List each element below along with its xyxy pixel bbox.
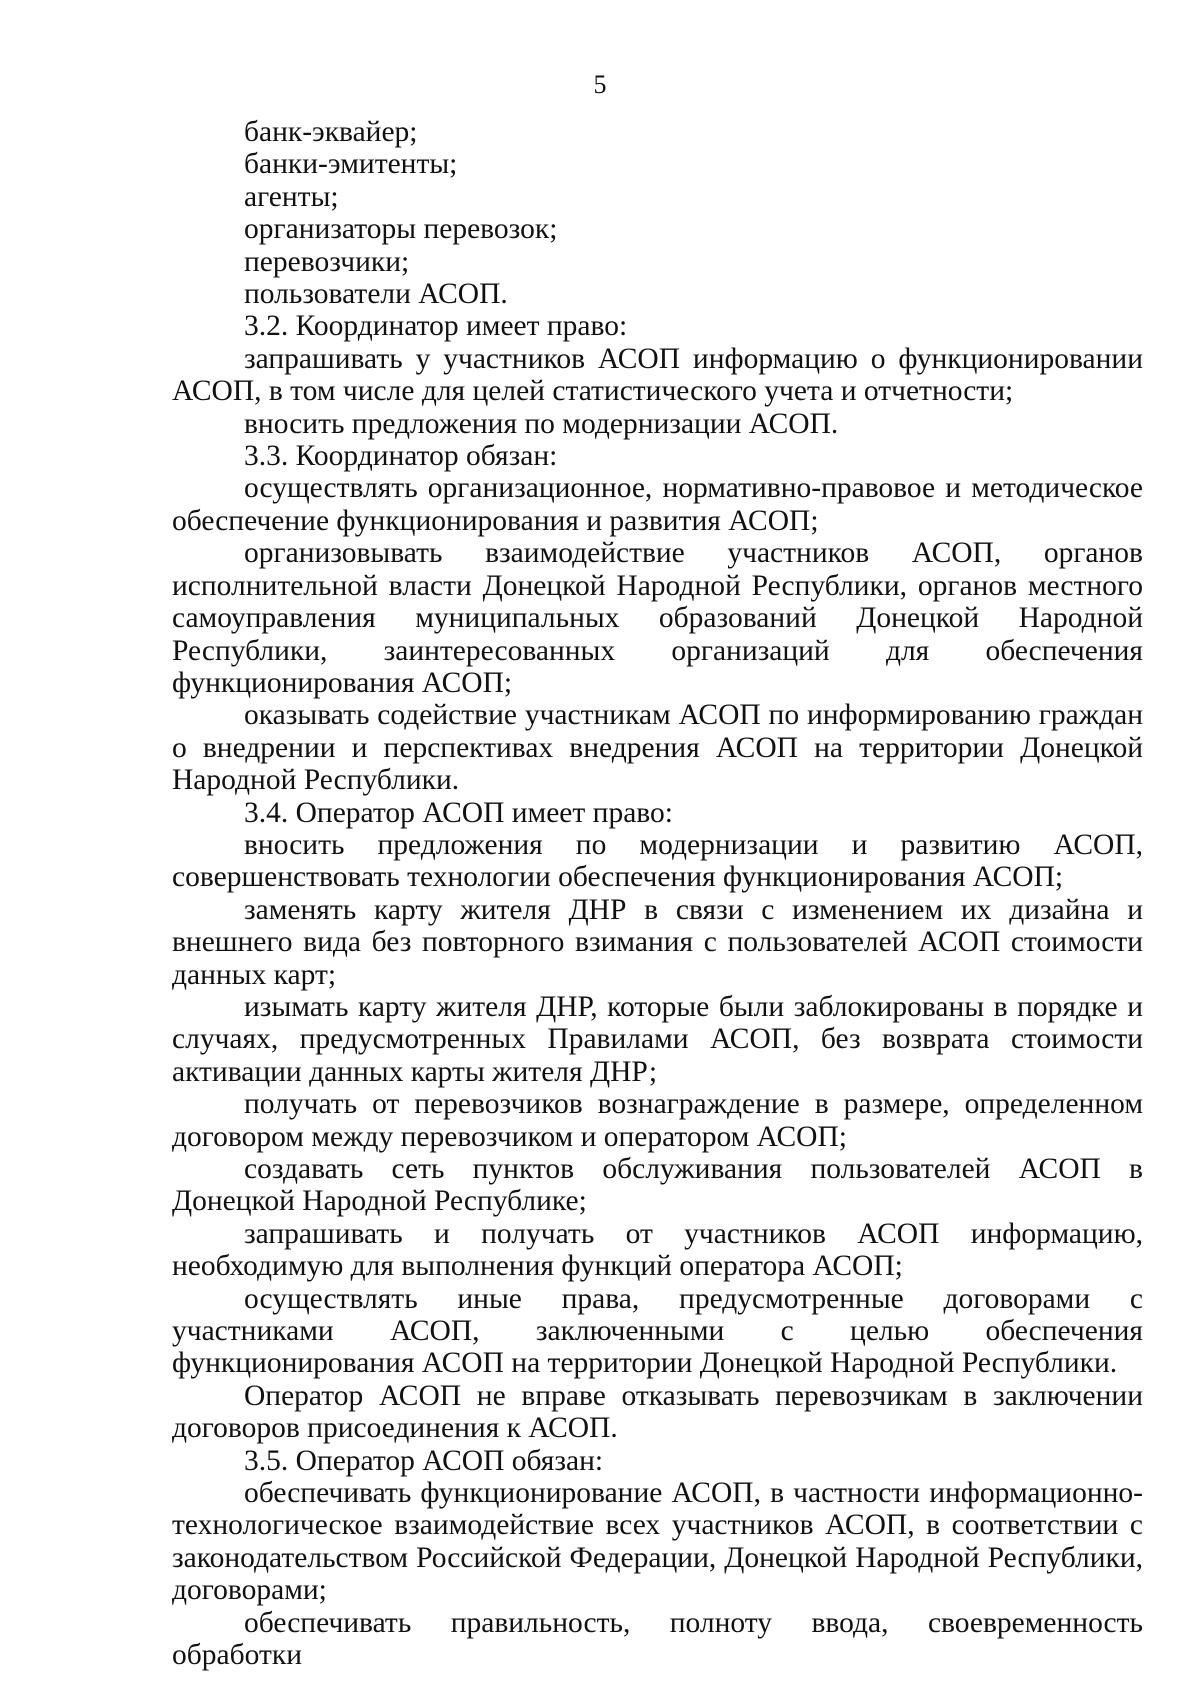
paragraph: организовывать взаимодействие участников АСОП, органов исполнительной власти Донецкой Народной Республики, органов местного самоуправления муниципальных образований Донецкой Народной Республики, заинтересованных организаций для обеспечения функционирования АСОП; [172,537,1143,699]
document-body [172,116,1143,1672]
paragraph: вносить предложения по модернизации и развитию АСОП, совершенствовать технологии обеспечения функционирования АСОП; [172,828,1143,894]
paragraph: изымать карту жителя ДНР, которые были заблокированы в порядке и случаях, предусмотренных Правилами АСОП, без возврата стоимости активации данных карты жителя ДНР; [172,990,1143,1088]
section-heading: 3.2. Координатор имеет право: [244,310,628,343]
list-item: пользователи АСОП. [244,278,508,311]
paragraph: запрашивать и получать от участников АСОП информацию, необходимую для выполнения функций оператора АСОП; [172,1217,1143,1283]
paragraph: Оператор АСОП не вправе отказывать перевозчикам в заключении договоров присоединения к АСОП. [172,1379,1143,1445]
list-item: организаторы перевозок; [244,213,558,246]
paragraph: обеспечивать функционирование АСОП, в частности информационно-технологическое взаимодействие всех участников АСОП, в соответствии с законодательством Российской Федерации, Донецкой Народной Республики, договорами; [172,1477,1143,1607]
paragraph: заменять карту жителя ДНР в связи с изменением их дизайна и внешнего вида без повторного взимания с пользователей АСОП стоимости данных карт; [172,893,1143,991]
section-heading: 3.3. Координатор обязан: [244,440,558,473]
section-heading: 3.5. Оператор АСОП обязан: [244,1444,604,1477]
list-item: перевозчики; [244,245,410,278]
section-heading: 3.4. Оператор АСОП имеет право: [244,796,673,829]
paragraph: запрашивать у участников АСОП информацию о функционировании АСОП, в том числе для целей статистического учета и отчетности; [172,342,1143,408]
list-item: агенты; [244,180,339,213]
paragraph: осуществлять организационное, нормативно-правовое и методическое обеспечение функционирования и развития АСОП; [172,472,1143,537]
list-item: банки-эмитенты; [244,148,458,181]
list-item: банк-эквайер; [244,116,418,148]
paragraph: создавать сеть пунктов обслуживания пользователей АСОП в Донецкой Народной Республике; [172,1153,1143,1218]
paragraph: осуществлять иные права, предусмотренные договорами с участниками АСОП, заключенными с целью обеспечения функционирования АСОП на территории Донецкой Народной Республики. [172,1282,1143,1380]
paragraph: оказывать содействие участникам АСОП по информированию граждан о внедрении и перспективах внедрения АСОП на территории Донецкой Народной Республики. [172,699,1143,797]
page-number: 5 [593,70,607,99]
paragraph: обеспечивать правильность, полноту ввода, своевременность обработки [172,1606,1143,1672]
paragraph: получать от перевозчиков вознаграждение в размере, определенном договором между перевозчиком и оператором АСОП; [172,1088,1143,1153]
paragraph: вносить предложения по модернизации АСОП. [244,407,839,440]
